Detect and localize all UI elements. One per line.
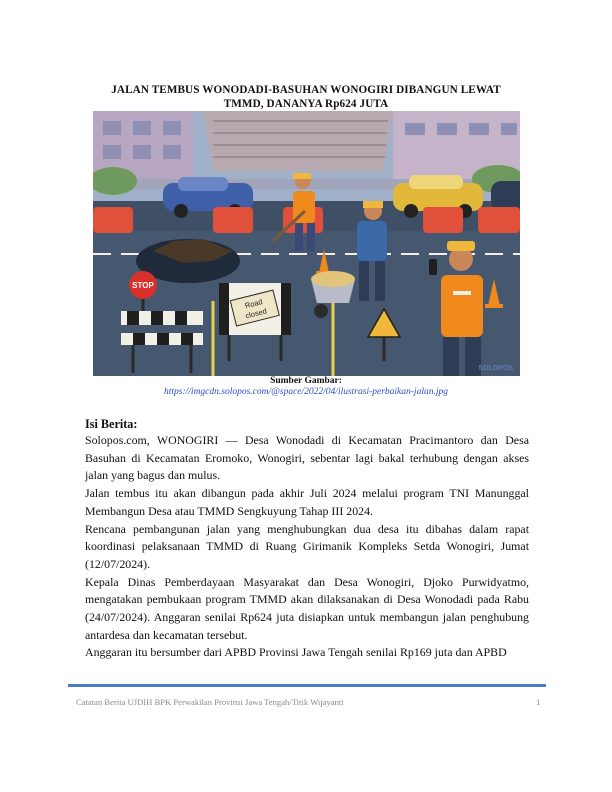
road-repair-illustration <box>93 111 520 376</box>
stop-sign-text: STOP <box>132 281 154 290</box>
article-body <box>85 432 529 662</box>
article-title <box>80 84 532 111</box>
barrier <box>478 207 520 233</box>
article-title-line-2: TMMD, DANANYA Rp624 JUTA <box>223 97 389 110</box>
page-number: 1 <box>536 697 541 707</box>
image-caption <box>0 376 612 398</box>
footer-divider <box>68 684 546 687</box>
caption-source-link[interactable]: https://imgcdn.solopos.com/@space/2022/04/ilustrasi-perbaikan-jalan.jpg <box>164 387 448 397</box>
paragraph: Rencana pembangunan jalan yang menghubungkan dua desa itu dibahas dalam rapat koordinasi pelaksanaan TMMD di Ruang Girimanik Kompleks Setda Wonogiri, Jumat (12/07/2024). <box>85 521 529 571</box>
barrier <box>93 207 133 233</box>
paragraph: Jalan tembus itu akan dibangun pada akhir Juli 2024 melalui program TNI Manunggal Membangun Desa atau TMMD Sengkuyung Tahap III 2024. <box>85 486 529 518</box>
watermark-text: SOLOPOS <box>478 365 513 372</box>
article-title-line-1: JALAN TEMBUS WONODADI-BASUHAN WONOGIRI DIBANGUN LEWAT <box>111 84 501 96</box>
paragraph: Solopos.com, WONOGIRI — Desa Wonodadi di Kecamatan Pracimantoro dan Desa Basuhan di Kecamatan Eromoko, Wonogiri, sebentar lagi bakal terhubung dengan akses jalan yang bagus dan mulus. <box>85 433 529 483</box>
footer-text: Catatan Berita UJDIH BPK Perwakilan Provinsi Jawa Tengah/Titik Wijayanti <box>76 697 344 707</box>
paragraph: Anggaran itu bersumber dari APBD Provinsi Jawa Tengah senilai Rp169 juta dan APBD <box>85 645 507 660</box>
road-sign-text-line1: Road <box>243 297 264 311</box>
caption-label: Sumber Gambar: <box>270 376 342 386</box>
road-sign-text-line2: closed <box>244 306 268 321</box>
paragraph: Kepala Dinas Pemberdayaan Masyarakat dan Desa Wonogiri, Djoko Purwidyatmo, mengatakan pembukaan program TMMD akan dilaksanakan di Desa Wonodadi pada Rabu (24/07/2024). Anggaran senilai Rp624 juta disiapkan untuk membangun jalan penghubung antardesa dan kecamatan tersebut. <box>85 574 529 642</box>
barrier <box>213 207 253 233</box>
section-label: Isi Berita: <box>85 417 138 431</box>
barrier <box>423 207 463 233</box>
